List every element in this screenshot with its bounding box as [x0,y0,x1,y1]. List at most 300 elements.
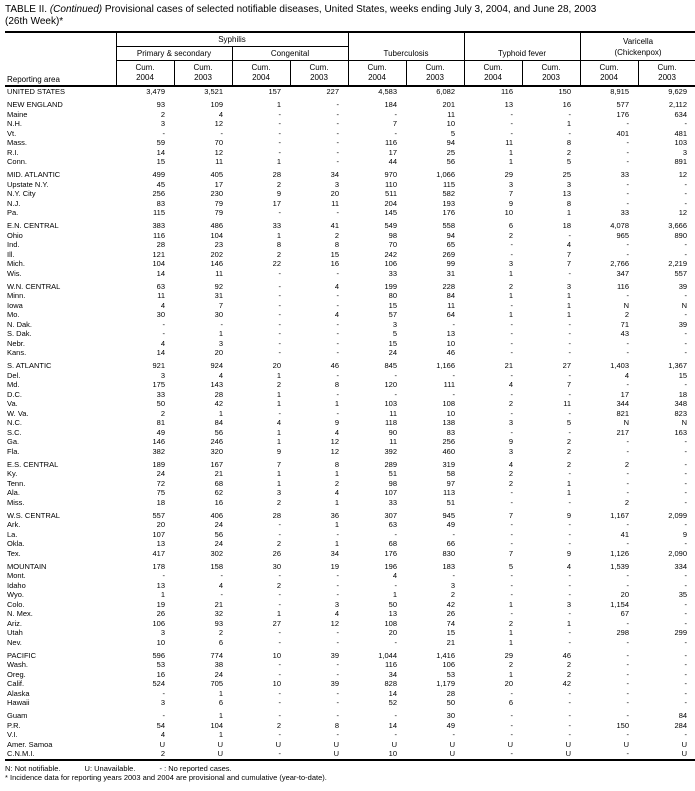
table-row [5,460,695,470]
value-cell: 10 [446,119,456,128]
table-row [5,348,695,358]
value-cell: 1 [276,478,281,488]
value-cell: 196 [384,561,398,571]
value-cell: - [568,268,572,278]
reporting-area-cell: Wyo. [7,590,25,599]
value-cell: 189 [152,459,165,469]
value-cell: 70 [388,240,398,249]
value-cell: - [162,128,165,138]
varicella-group-header [580,32,695,61]
value-cell: 319 [442,459,456,469]
value-cell: 28 [272,170,281,179]
value-cell: 113 [443,488,456,497]
value-cell: - [336,100,340,109]
value-cell: - [336,660,340,669]
table-row [5,199,695,209]
value-cell: 20 [504,679,514,688]
value-cell: - [452,319,456,329]
value-cell: 320 [210,446,223,456]
value-cell: 2 [566,660,572,669]
value-cell: 10 [272,679,281,688]
value-cell: 2,766 [610,259,630,268]
table-row [5,581,695,591]
value-cell: - [510,348,514,357]
value-cell: U [681,749,688,758]
table-row [5,539,695,549]
value-cell: 1,179 [436,679,456,688]
table-row [5,221,695,231]
reporting-area-cell: Va. [7,399,18,408]
value-cell: 93 [156,100,165,109]
value-cell: - [626,348,630,357]
value-cell: 4 [218,109,223,119]
value-cell: 41 [620,529,630,539]
value-cell: - [278,529,281,539]
value-cell: 10 [446,408,456,418]
value-cell: - [684,688,688,698]
value-cell: 176 [442,208,456,217]
value-cell: 15 [446,628,456,637]
value-cell: 53 [156,660,165,669]
value-cell: 3 [682,147,688,157]
reporting-area-cell: Miss. [7,497,25,507]
value-cell: 97 [446,478,456,488]
value-cell: N [681,418,688,427]
value-cell: 65 [446,240,456,249]
value-cell: 145 [384,208,398,217]
reporting-area-cell: Ill. [7,249,15,259]
value-cell: 1,539 [610,561,630,571]
value-cell: - [684,380,688,389]
value-cell: - [510,300,514,310]
value-cell: 175 [152,380,165,389]
value-cell: - [626,660,630,669]
value-cell: U [333,739,340,749]
value-cell: 6 [218,637,223,647]
value-cell: 50 [446,698,456,707]
value-cell: 7 [566,380,572,389]
value-cell: 3 [160,370,165,380]
value-cell: - [510,338,514,348]
value-cell: - [626,749,630,758]
value-cell: - [626,157,630,166]
table-row [5,679,695,689]
value-cell: 1 [276,230,281,240]
value-cell: - [626,147,630,157]
value-cell: 1 [334,539,340,548]
table-row [5,638,695,648]
value-cell: 1 [276,609,281,618]
value-cell: 46 [562,650,572,660]
value-cell: 1,154 [610,599,630,609]
value-cell: - [626,338,630,348]
table-row [5,240,695,250]
value-cell: U [565,739,572,749]
value-cell: 4 [160,338,165,348]
value-cell: - [684,329,688,338]
value-cell: 56 [214,529,223,539]
value-cell: 14 [156,268,165,278]
value-cell: 1,066 [436,170,456,179]
value-cell: - [278,571,281,580]
value-cell: N [623,300,630,310]
value-cell: U [333,749,340,758]
value-cell: - [278,147,281,157]
value-cell: - [568,698,572,707]
reporting-area-cell: MOUNTAIN [7,561,47,571]
reporting-area-cell: Wash. [7,660,28,669]
value-cell: 9 [508,198,514,208]
value-cell: 406 [210,510,223,520]
reporting-area-cell: PACIFIC [7,650,37,660]
value-cell: 4 [218,370,223,380]
value-cell: 27 [562,361,572,370]
value-cell: 3 [160,119,165,128]
value-cell: 4 [624,370,630,380]
value-cell: - [684,240,688,249]
value-cell: - [278,128,281,138]
reporting-area-cell: UNITED STATES [7,87,66,96]
value-cell: 58 [446,469,456,478]
varicella-label-line2: (Chickenpox) [614,47,662,57]
col-header-cum-2004: Cum. 2004 [348,61,406,87]
value-cell: - [568,520,572,529]
value-cell: 31 [446,268,456,278]
value-cell: - [626,138,630,147]
value-cell: 1,403 [610,361,630,370]
table-row [5,148,695,158]
value-cell: - [278,749,281,758]
value-cell: 2 [566,669,572,679]
reporting-area-cell: N.H. [7,119,22,128]
value-cell: 2 [160,109,165,119]
value-cell: 4 [566,561,572,571]
value-cell: - [626,179,630,189]
value-cell: 84 [446,291,456,300]
syphilis-group-header: Syphilis [116,32,348,47]
value-cell: 3 [508,446,514,456]
value-cell: 1,166 [436,361,456,370]
value-cell: 108 [384,618,398,628]
value-cell: 80 [388,291,398,300]
value-cell: - [452,571,456,580]
value-cell: 307 [384,510,398,520]
reporting-area-cell: Ky. [7,469,18,478]
table-row [5,399,695,409]
value-cell: 46 [446,348,456,357]
value-cell: - [336,319,340,329]
value-cell: - [684,580,688,590]
value-cell: 11 [215,268,223,278]
table-row [5,231,695,241]
value-cell: 176 [616,109,630,119]
value-cell: - [336,291,340,300]
value-cell: 11 [447,109,456,119]
reporting-area-cell: Wis. [7,268,22,278]
value-cell: 107 [152,529,165,539]
value-cell: 28 [214,389,223,399]
value-cell: 56 [446,157,456,166]
value-cell: 93 [214,618,223,628]
value-cell: - [626,679,630,688]
value-cell: - [162,329,165,338]
value-cell: 104 [152,259,165,268]
value-cell: 14 [388,720,398,730]
value-cell: - [626,539,630,548]
value-cell: - [278,599,281,609]
value-cell: - [510,571,514,580]
col-header-cum-2003: Cum. 2003 [406,61,464,87]
value-cell: 25 [446,147,456,157]
value-cell: 4 [334,281,340,291]
value-cell: 1 [276,437,281,446]
value-cell: - [568,319,572,329]
col-header-cum-2003: Cum. 2003 [174,61,232,87]
value-cell: - [336,628,340,637]
value-cell: 577 [616,100,630,109]
value-cell: 27 [272,618,281,628]
value-cell: 44 [388,157,398,166]
value-cell: - [568,427,572,437]
value-cell: 7 [218,300,223,310]
reporting-area-cell: Tex. [7,548,21,558]
value-cell: - [684,637,688,647]
value-cell: 204 [384,198,398,208]
table-row [5,129,695,139]
value-cell: 12 [678,208,688,217]
table-row [5,609,695,619]
value-cell: 11 [563,399,572,408]
value-cell: - [568,230,572,240]
value-cell: 103 [674,138,688,147]
value-cell: 1 [508,669,514,679]
title-continued: (Continued) [49,4,103,15]
value-cell: 1 [334,469,340,478]
value-cell: 2 [566,446,572,456]
value-cell: - [568,338,572,348]
value-cell: 4 [508,380,514,389]
value-cell: 13 [388,609,398,618]
value-cell: 2 [276,720,281,730]
value-cell: - [452,529,456,539]
value-cell: 3,479 [146,87,165,96]
value-cell: 11 [389,408,398,418]
value-cell: 118 [385,418,398,427]
value-cell: 558 [442,221,456,230]
value-cell: 1 [218,711,223,720]
reporting-area-cell: N.C. [7,418,22,427]
reporting-area-cell: E.S. CENTRAL [7,459,59,469]
value-cell: - [684,189,688,198]
value-cell: 83 [156,198,165,208]
value-cell: U [623,739,630,749]
table-row [5,320,695,330]
reporting-area-cell: Ga. [7,437,20,446]
value-cell: - [568,408,572,418]
value-cell: - [568,389,572,399]
value-cell: U [217,749,223,758]
value-cell: 106 [384,259,398,268]
value-cell: 79 [214,198,223,208]
value-cell: - [684,571,688,580]
value-cell: - [684,599,688,609]
value-cell: - [510,389,514,399]
value-cell: - [510,609,514,618]
reporting-area-cell: Alaska [7,688,30,698]
value-cell: 21 [214,469,223,478]
value-cell: - [626,437,630,446]
table-row [5,469,695,479]
reporting-area-cell: Nev. [7,637,22,647]
value-cell: 3,666 [668,221,688,230]
title-text: Provisional cases of selected notifiable diseases, United States, weeks ending July 3, 2004, and June 28, 2003 [104,4,597,15]
value-cell: 823 [674,408,688,418]
table-row [5,628,695,638]
value-cell: 1 [508,599,514,609]
value-cell: 68 [388,539,398,548]
value-cell: 1 [334,497,340,507]
value-cell: 1,367 [668,361,688,370]
value-cell: 28 [156,240,165,249]
value-cell: 90 [388,427,398,437]
value-cell: 8 [334,459,340,469]
value-cell: 8 [566,198,572,208]
value-cell: 392 [384,446,398,456]
value-cell: 1 [334,399,340,408]
value-cell: - [278,268,281,278]
value-cell: 193 [442,198,456,208]
reporting-area-cell: Oreg. [7,669,26,679]
value-cell: 83 [446,427,456,437]
table-row [5,208,695,218]
table-row [5,511,695,521]
value-cell: - [568,329,572,338]
value-cell: 21 [214,599,223,609]
value-cell: - [684,291,688,300]
value-cell: - [684,348,688,357]
value-cell: 348 [674,399,688,408]
table-row [5,138,695,148]
value-cell: 9 [276,189,281,198]
reporting-area-cell: Amer. Samoa [7,739,53,749]
table-row [5,291,695,301]
value-cell: - [568,497,572,507]
value-cell: 9 [682,529,688,539]
reporting-area-cell: Del. [7,370,21,380]
value-cell: 146 [210,259,223,268]
value-cell: 111 [443,380,456,389]
value-cell: 23 [214,240,223,249]
reporting-area-cell: Hawaii [7,698,30,707]
value-cell: - [510,711,514,720]
value-cell: 845 [384,361,398,370]
value-cell: 201 [442,100,456,109]
table-row [5,670,695,680]
value-cell: - [278,590,281,599]
value-cell: 2,219 [668,259,688,268]
value-cell: 1 [276,389,281,399]
reporting-area-cell: Ohio [7,230,23,240]
value-cell: 12 [330,618,340,628]
value-cell: 33 [620,208,630,217]
value-cell: 184 [384,100,398,109]
value-cell: 49 [446,720,456,730]
value-cell: 2 [276,497,281,507]
table-row [5,361,695,371]
value-cell: - [684,310,688,319]
value-cell: 401 [616,128,630,138]
value-cell: - [510,249,514,259]
value-cell: 1 [566,310,572,319]
value-cell: 1 [566,119,572,128]
value-cell: 2 [508,660,514,669]
reporting-area-cell: N. Dak. [7,319,33,329]
value-cell: - [510,119,514,128]
value-cell: - [510,580,514,590]
value-cell: - [626,730,630,739]
value-cell: 1 [276,427,281,437]
reporting-area-cell: W.N. CENTRAL [7,281,61,291]
table-row [5,749,695,760]
value-cell: - [626,189,630,198]
value-cell: 382 [152,446,165,456]
value-cell: - [626,688,630,698]
value-cell: - [162,571,165,580]
reporting-area-cell: Colo. [7,599,25,609]
value-cell: - [568,128,572,138]
value-cell: 74 [446,618,456,628]
value-cell: - [568,580,572,590]
value-cell: 405 [210,170,223,179]
value-cell: 284 [674,720,688,730]
value-cell: - [510,370,514,380]
value-cell: 30 [446,711,456,720]
value-cell: 28 [446,688,456,698]
value-cell: 1 [218,408,223,418]
value-cell: 460 [442,446,456,456]
value-cell: - [510,240,514,249]
value-cell: 20 [272,361,281,370]
reporting-area-cell: Nebr. [7,338,25,348]
value-cell: 24 [388,348,398,357]
value-cell: 98 [388,478,398,488]
value-cell: 289 [384,459,398,469]
value-cell: 54 [156,720,165,730]
value-cell: 4 [160,730,165,739]
value-cell: 2 [624,310,630,319]
value-cell: 29 [504,170,514,179]
value-cell: 108 [442,399,456,408]
table-row [5,428,695,438]
value-cell: - [626,119,630,128]
value-cell: - [336,669,340,679]
value-cell: 2 [276,249,281,259]
value-cell: 1,126 [610,548,630,558]
value-cell: 1 [508,147,514,157]
value-cell: 2 [160,749,165,758]
value-cell: 32 [214,609,223,618]
value-cell: - [336,300,340,310]
value-cell: - [510,408,514,418]
value-cell: - [684,730,688,739]
value-cell: - [336,408,340,418]
value-cell: 557 [152,510,165,520]
value-cell: 2 [624,459,630,469]
value-cell: 16 [214,497,223,507]
value-cell: 2,112 [668,100,688,109]
value-cell: 71 [620,319,630,329]
value-cell: 1 [160,590,165,599]
